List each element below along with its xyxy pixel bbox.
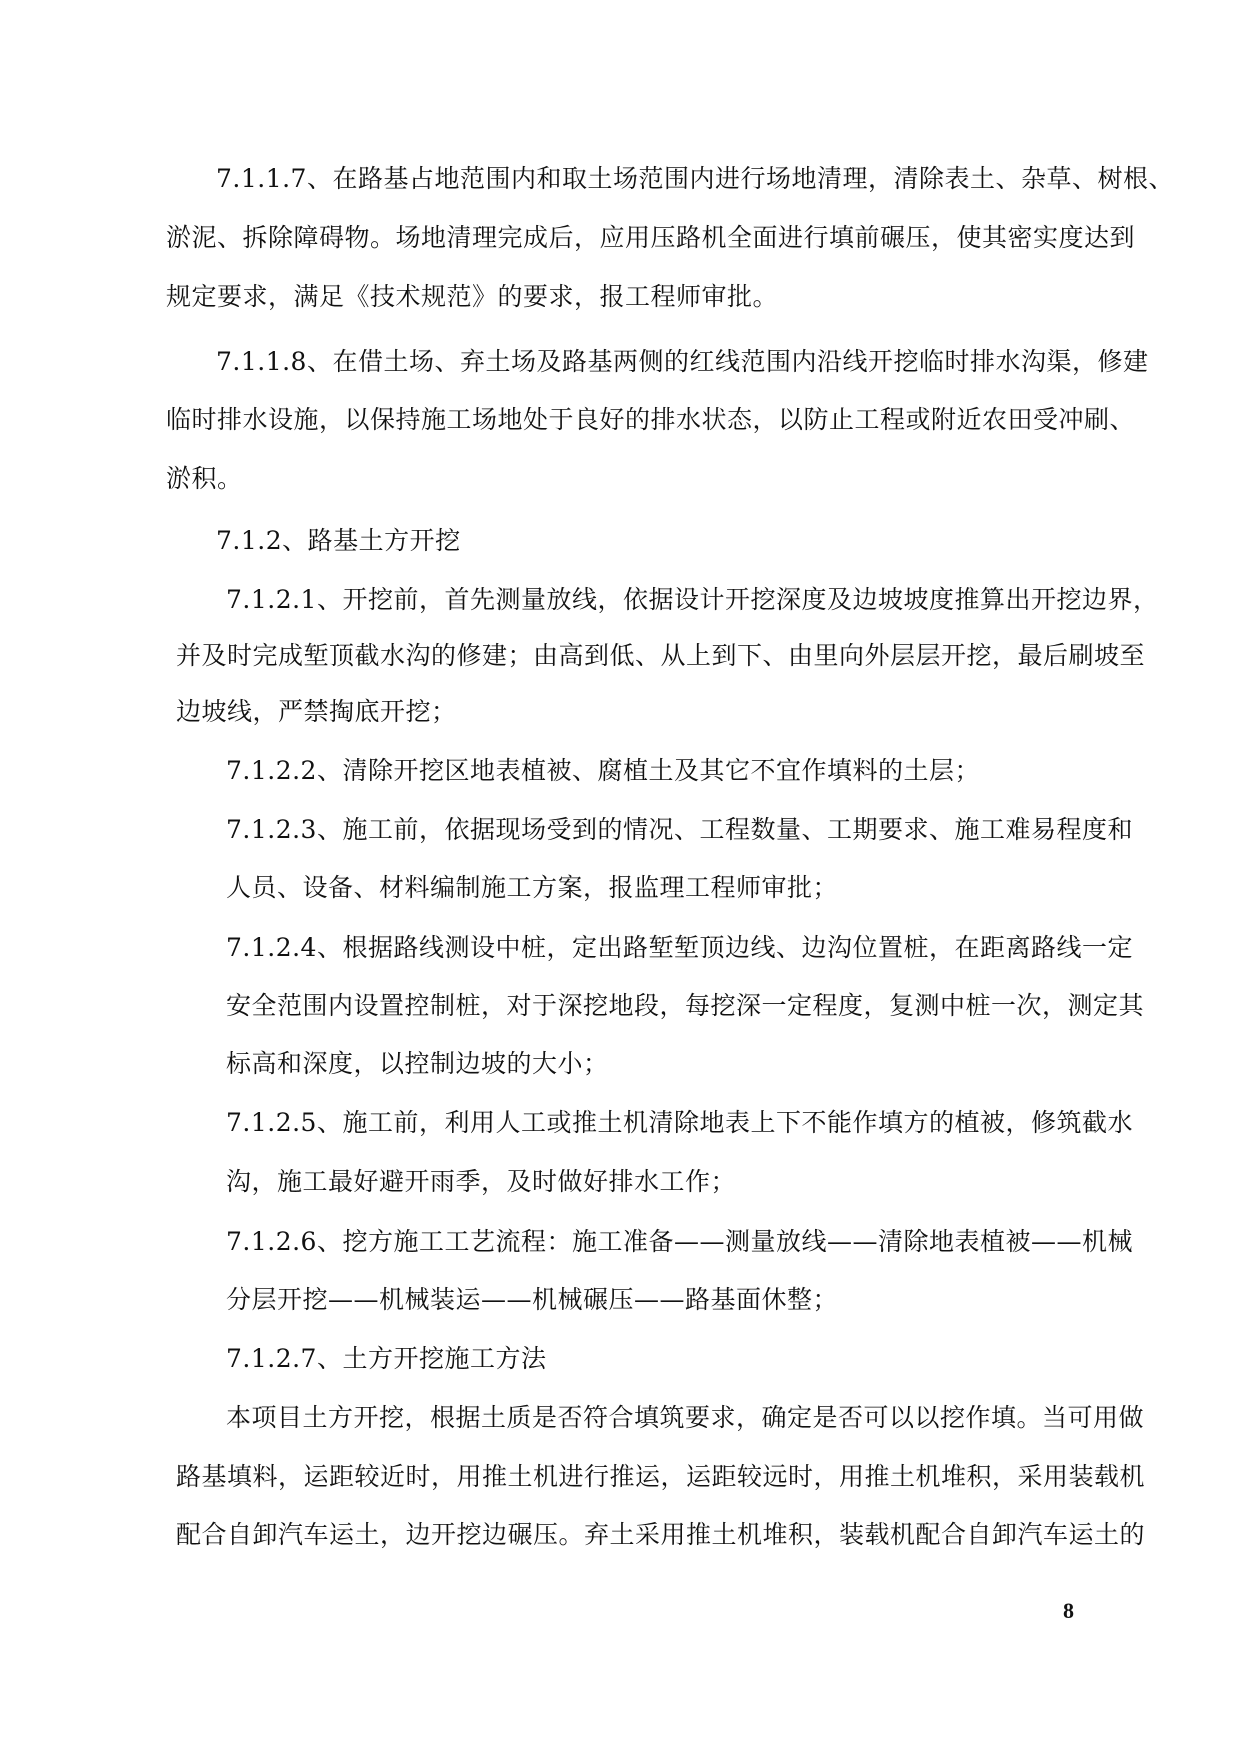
paragraph-7-1-2-1-line-3: 边坡线，严禁掏底开挖； [176, 697, 457, 726]
paragraph-7-1-2-6-line-1: 7.1.2.6、挖方施工工艺流程：施工准备——测量放线——清除地表植被——机械 [226, 1227, 1133, 1256]
paragraph-7-1-1-8-line-2: 临时排水设施，以保持施工场地处于良好的排水状态，以防止工程或附近农田受冲刷、 [166, 405, 1136, 434]
paragraph-7-1-2-2: 7.1.2.2、清除开挖区地表植被、腐植土及其它不宜作填料的土层； [226, 756, 980, 785]
paragraph-7-1-2-4-line-2: 安全范围内设置控制桩，对于深挖地段，每挖深一定程度，复测中桩一次，测定其 [226, 991, 1145, 1020]
paragraph-7-1-2-4-line-3: 标高和深度，以控制边坡的大小； [226, 1049, 609, 1078]
paragraph-7-1-2-3-line-1: 7.1.2.3、施工前，依据现场受到的情况、工程数量、工期要求、施工难易程度和 [226, 815, 1133, 844]
paragraph-7-1-1-8-line-1: 7.1.1.8、在借土场、弃土场及路基两侧的红线范围内沿线开挖临时排水沟渠，修建 [216, 347, 1149, 376]
paragraph-7-1-2-6-line-2: 分层开挖——机械装运——机械碾压——路基面休整； [226, 1285, 839, 1314]
paragraph-body-line-1: 本项目土方开挖，根据土质是否符合填筑要求，确定是否可以以挖作填。当可用做 [226, 1403, 1145, 1432]
page-number: 8 [1063, 1598, 1074, 1623]
paragraph-7-1-1-8-line-3: 淤积。 [166, 464, 243, 493]
section-heading-7-1-2: 7.1.2、路基土方开挖 [216, 526, 461, 555]
paragraph-7-1-1-7-line-3: 规定要求，满足《技术规范》的要求，报工程师审批。 [166, 282, 779, 311]
paragraph-7-1-2-3-line-2: 人员、设备、材料编制施工方案，报监理工程师审批； [226, 873, 839, 902]
paragraph-7-1-1-7-line-2: 淤泥、拆除障碍物。场地清理完成后，应用压路机全面进行填前碾压，使其密实度达到 [166, 223, 1136, 252]
paragraph-7-1-2-4-line-1: 7.1.2.4、根据路线测设中桩，定出路堑堑顶边线、边沟位置桩，在距离路线一定 [226, 933, 1133, 962]
paragraph-7-1-2-1-line-1: 7.1.2.1、开挖前，首先测量放线，依据设计开挖深度及边坡坡度推算出开挖边界， [226, 585, 1159, 614]
paragraph-7-1-1-7-line-1: 7.1.1.7、在路基占地范围内和取土场范围内进行场地清理，清除表土、杂草、树根、 [216, 164, 1174, 193]
paragraph-7-1-2-5-line-2: 沟，施工最好避开雨季，及时做好排水工作； [226, 1167, 737, 1196]
paragraph-body-line-2: 路基填料，运距较近时，用推土机进行推运，运距较远时，用推土机堆积，采用装载机 [176, 1462, 1146, 1491]
paragraph-body-line-3: 配合自卸汽车运土，边开挖边碾压。弃土采用推土机堆积，装载机配合自卸汽车运土的 [176, 1520, 1146, 1549]
paragraph-7-1-2-5-line-1: 7.1.2.5、施工前，利用人工或推土机清除地表上下不能作填方的植被，修筑截水 [226, 1108, 1133, 1137]
paragraph-7-1-2-1-line-2: 并及时完成堑顶截水沟的修建；由高到低、从上到下、由里向外层层开挖，最后刷坡至 [176, 641, 1146, 670]
paragraph-7-1-2-7: 7.1.2.7、土方开挖施工方法 [226, 1344, 547, 1373]
